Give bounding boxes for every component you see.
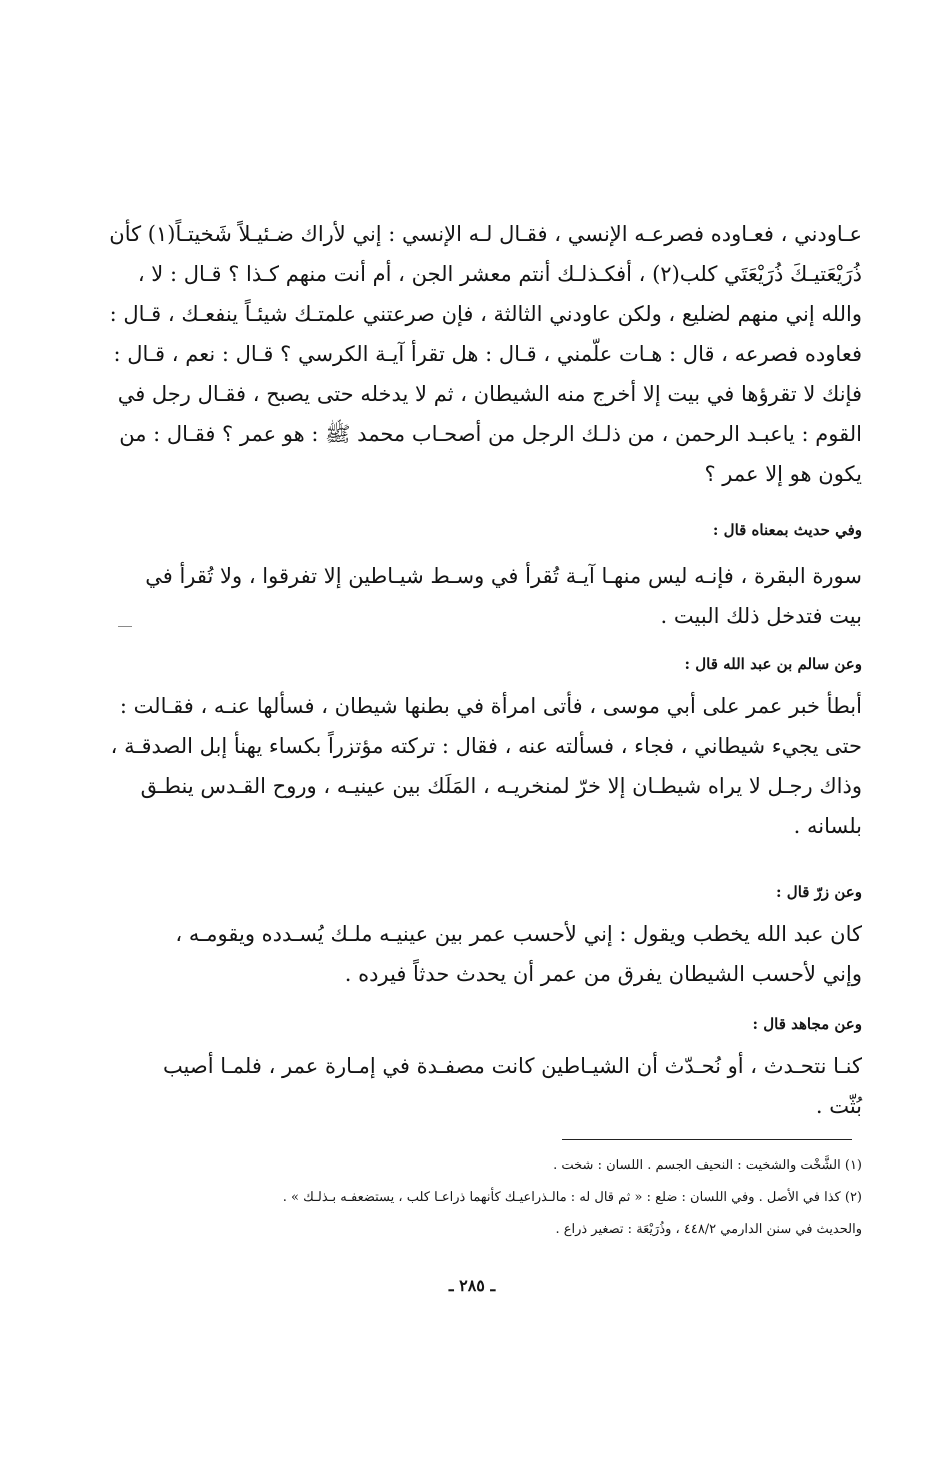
- paragraph-1: [109, 214, 862, 494]
- section-4-text: [150, 914, 862, 994]
- text-line: أبطأ خبر عمر على أبي موسى ، فأتى امرأة في بطنها شيطان ، فسألها عنـه ، فقـالت :: [119, 694, 862, 718]
- footnote: والحديث في سنن الدارمي ٤٤٨/٢ ، وذُرَيْعَة : تصغير ذراع .: [555, 1222, 862, 1237]
- text-line: عـاودني ، فعـاوده فصرعـه الإنسي ، فقـال لـه الإنسي : إني لأراك ضـئيـلاً شَخيتـاً(١) كأن: [109, 222, 862, 246]
- text-line: فعاوده فصرعه ، قال : هـات علّمني ، قـال : هل تقرأ آيـة الكرسي ؟ قـال : نعم ، قـال :: [113, 342, 862, 366]
- section-5-lead: وعن مجاهد قال :: [752, 1015, 862, 1033]
- text-line: القوم : ياعبـد الرحمن ، من ذلـك الرجل من أصحـاب محمد ﷺ : هو عمر ؟ فقـال : من: [119, 422, 862, 446]
- text-line: بيت فتدخل ذلك البيت .: [660, 604, 862, 628]
- section-4-lead: وعن زرّ قال :: [776, 883, 862, 901]
- footnotes: [150, 1150, 862, 1246]
- section-3-lead: وعن سالم بن عبد الله قال :: [684, 655, 862, 673]
- section-2-lead: وفي حديث بمعناه قال :: [712, 521, 862, 539]
- text-line: وإني لأحسب الشيطان يفرق من عمر أن يحدث حدثاً فيرده .: [344, 962, 862, 986]
- footnote-separator: [562, 1139, 852, 1140]
- text-line: وذاك رجـل لا يراه شيطـان إلا خرّ لمنخريـه ، المَلَك بين عينيـه ، وروح القـدس ينطـق: [140, 774, 862, 798]
- text-line: والله إني منهم لضليع ، ولكن عاودني الثالثة ، فإن صرعتني علمتـك شيئـاً ينفعـك ، قـال :: [109, 302, 862, 326]
- text-line: سورة البقرة ، فإنـه ليس منهـا آيـة تُقرأ في وسـط شيـاطين إلا تفرقوا ، ولا تُقرأ في: [145, 564, 862, 588]
- text-line: فإنك لا تقرؤها في بيت إلا أخرج منه الشيطان ، ثم لا يدخله حتى يصبح ، فقـال رجل في: [117, 382, 862, 406]
- text-line: كان عبد الله يخطب ويقول : إني لأحسب عمر بين عينيـه ملـك يُسـدده ويقومـه ،: [175, 922, 862, 946]
- section-5-text: [150, 1046, 862, 1126]
- text-line: بلسانه .: [793, 814, 862, 838]
- footnote: (٢) كذا في الأصل . وفي اللسان : ضلع : « ثم قال له : مالـذراعيـك كأنهما ذراعـا كلب ، يستضعفـه بـذلـك » .: [282, 1190, 862, 1205]
- text-line: يكون هو إلا عمر ؟: [704, 462, 862, 486]
- text-line: بُثّت .: [815, 1094, 862, 1118]
- section-3-text: [110, 686, 862, 846]
- section-2-text: [145, 556, 862, 636]
- text-line: ذُرَيْعَتيـكَ ذُرَيْعَتَي كلب(٢) ، أفكـذلـك أنتم معشر الجن ، أم أنت منهم كـذا ؟ قـال : لا ،: [137, 262, 862, 286]
- text-line: حتى يجيء شيطاني ، فجاء ، فسألته عنه ، فقال : تركته مؤتزراً بكساء يهنأ إبل الصدقـة ،: [110, 734, 862, 758]
- page-number: ـ ٢٨٥ ـ: [448, 1276, 496, 1295]
- margin-mark: [118, 626, 132, 627]
- footnote: (١) الشَّخْت والشخيت : النحيف الجسم . اللسان : شخت .: [553, 1158, 862, 1173]
- text-line: كنـا نتحـدث ، أو نُحـدّث أن الشيـاطين كانت مصفـدة في إمـارة عمر ، فلمـا أصيب: [162, 1054, 862, 1078]
